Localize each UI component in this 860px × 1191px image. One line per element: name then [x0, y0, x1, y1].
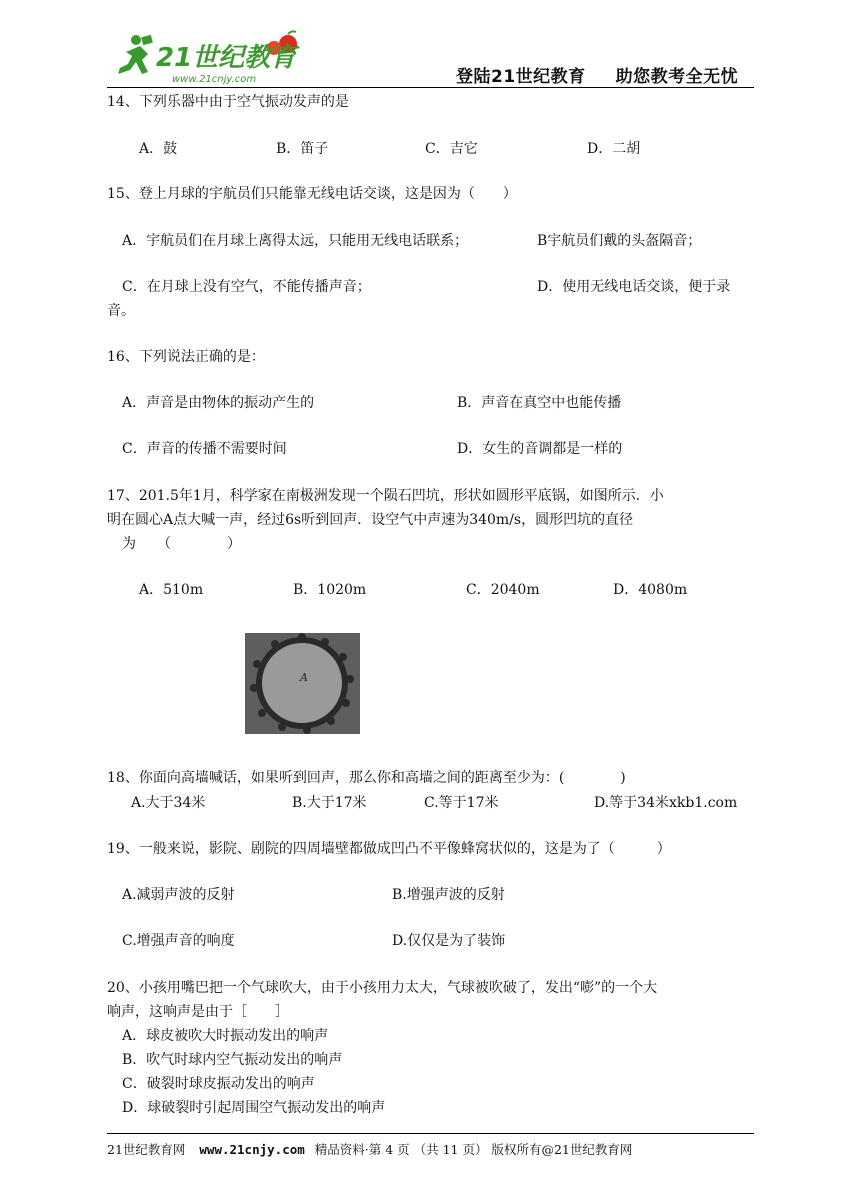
q19-option-d: D.仅仅是为了装饰 [392, 933, 506, 949]
q14-option-a: A．鼓 [139, 141, 178, 157]
q15-option-d-cont: 音。 [107, 303, 135, 319]
q20-option-c: C．破裂时球皮振动发出的响声 [122, 1076, 315, 1092]
q16-option-d: D．女生的音调都是一样的 [457, 441, 623, 457]
q14-option-b: B．笛子 [276, 141, 329, 157]
site-logo[interactable] [112, 30, 312, 86]
footer-page-info: 精品资料·第 4 页 （共 11 页） 版权所有@21世纪教育网 [314, 1142, 633, 1157]
q18-option-b: B.大于17米 [292, 795, 367, 811]
q17-stem-line-2: 明在圆心A点大喊一声，经过6s听到回声．设空气中声速为340m/s，圆形凹坑的直径 [107, 512, 634, 528]
q18-stem: 18、你面向高墙喊话，如果听到回声，那么你和高墙之间的距离至少为：( ) [107, 770, 626, 786]
crater-figure [245, 633, 360, 734]
q20-stem-line-1: 20、小孩用嘴巴把一个气球吹大，由于小孩用力太大，气球被吹破了，发出“嘭”的一个大 [107, 980, 658, 996]
q15-option-a: A．宇航员们在月球上离得太远，只能用无线电话联系； [122, 233, 469, 249]
q20-stem-line-2: 响声，这响声是由于［ ］ [107, 1004, 289, 1020]
q17-option-c: C．2040m [466, 582, 540, 598]
q15-option-d: D．使用无线电话交谈，便于录 [537, 279, 731, 295]
q16-option-c: C．声音的传播不需要时间 [122, 441, 287, 457]
q20-option-a: A．球皮被吹大时振动发出的响声 [122, 1028, 329, 1044]
q19-option-a: A.减弱声波的反射 [122, 887, 235, 903]
page-footer [107, 1140, 632, 1158]
header-slogan-1: 登陆21世纪教育 [456, 67, 586, 87]
footer-site-name: 21世纪教育网 [107, 1142, 186, 1157]
q15-option-c: C．在月球上没有空气，不能传播声音； [122, 279, 371, 295]
logo-graphic [112, 30, 312, 86]
q18-option-a: A.大于34米 [131, 795, 206, 811]
q16-option-b: B．声音在真空中也能传播 [457, 395, 622, 411]
logo-url: www.21cnjy.com [172, 74, 257, 85]
q14-option-d: D．二胡 [587, 141, 641, 157]
header-divider [107, 87, 754, 88]
q14-option-c: C．吉它 [425, 141, 478, 157]
q18-option-d: D.等于34米xkb1.com [594, 795, 738, 811]
q17-stem-line-1: 17、201.5年1月，科学家在南极洲发现一个陨石凹坑，形状如圆形平底锅，如图所示．小 [107, 488, 664, 504]
q15-option-b: B宇航员们戴的头盔隔音； [537, 233, 702, 249]
q18-option-c: C.等于17米 [424, 795, 499, 811]
footer-divider [107, 1133, 754, 1134]
q16-stem: 16、下列说法正确的是： [107, 349, 265, 365]
q19-stem: 19、一般来说，影院、剧院的四周墙壁都做成凹凸不平像蜂窝状似的，这是为了（ ） [107, 841, 671, 857]
q17-option-a: A．510m [139, 582, 204, 598]
q19-option-b: B.增强声波的反射 [392, 887, 505, 903]
header-slogan-2: 助您教考全无忧 [615, 67, 739, 87]
q17-stem-line-3: 为 （ ） [122, 536, 241, 552]
q16-option-a: A．声音是由物体的振动产生的 [122, 395, 315, 411]
q17-option-d: D．4080m [613, 582, 688, 598]
q14-stem: 14、下列乐器中由于空气振动发声的是 [107, 94, 349, 110]
q20-option-d: D．球破裂时引起周围空气振动发出的响声 [122, 1100, 386, 1116]
header-slogan [456, 62, 738, 87]
q15-stem: 15、登上月球的宇航员们只能靠无线电话交谈，这是因为（ ） [107, 186, 517, 202]
q19-option-c: C.增强声音的响度 [122, 933, 235, 949]
logo-text: 21世纪教育 [156, 43, 297, 73]
q20-option-b: B．吹气时球内空气振动发出的响声 [122, 1052, 343, 1068]
footer-site-link[interactable]: www.21cnjy.com [199, 1142, 305, 1157]
crater-point-label: A [300, 671, 308, 684]
q17-option-b: B．1020m [293, 582, 367, 598]
